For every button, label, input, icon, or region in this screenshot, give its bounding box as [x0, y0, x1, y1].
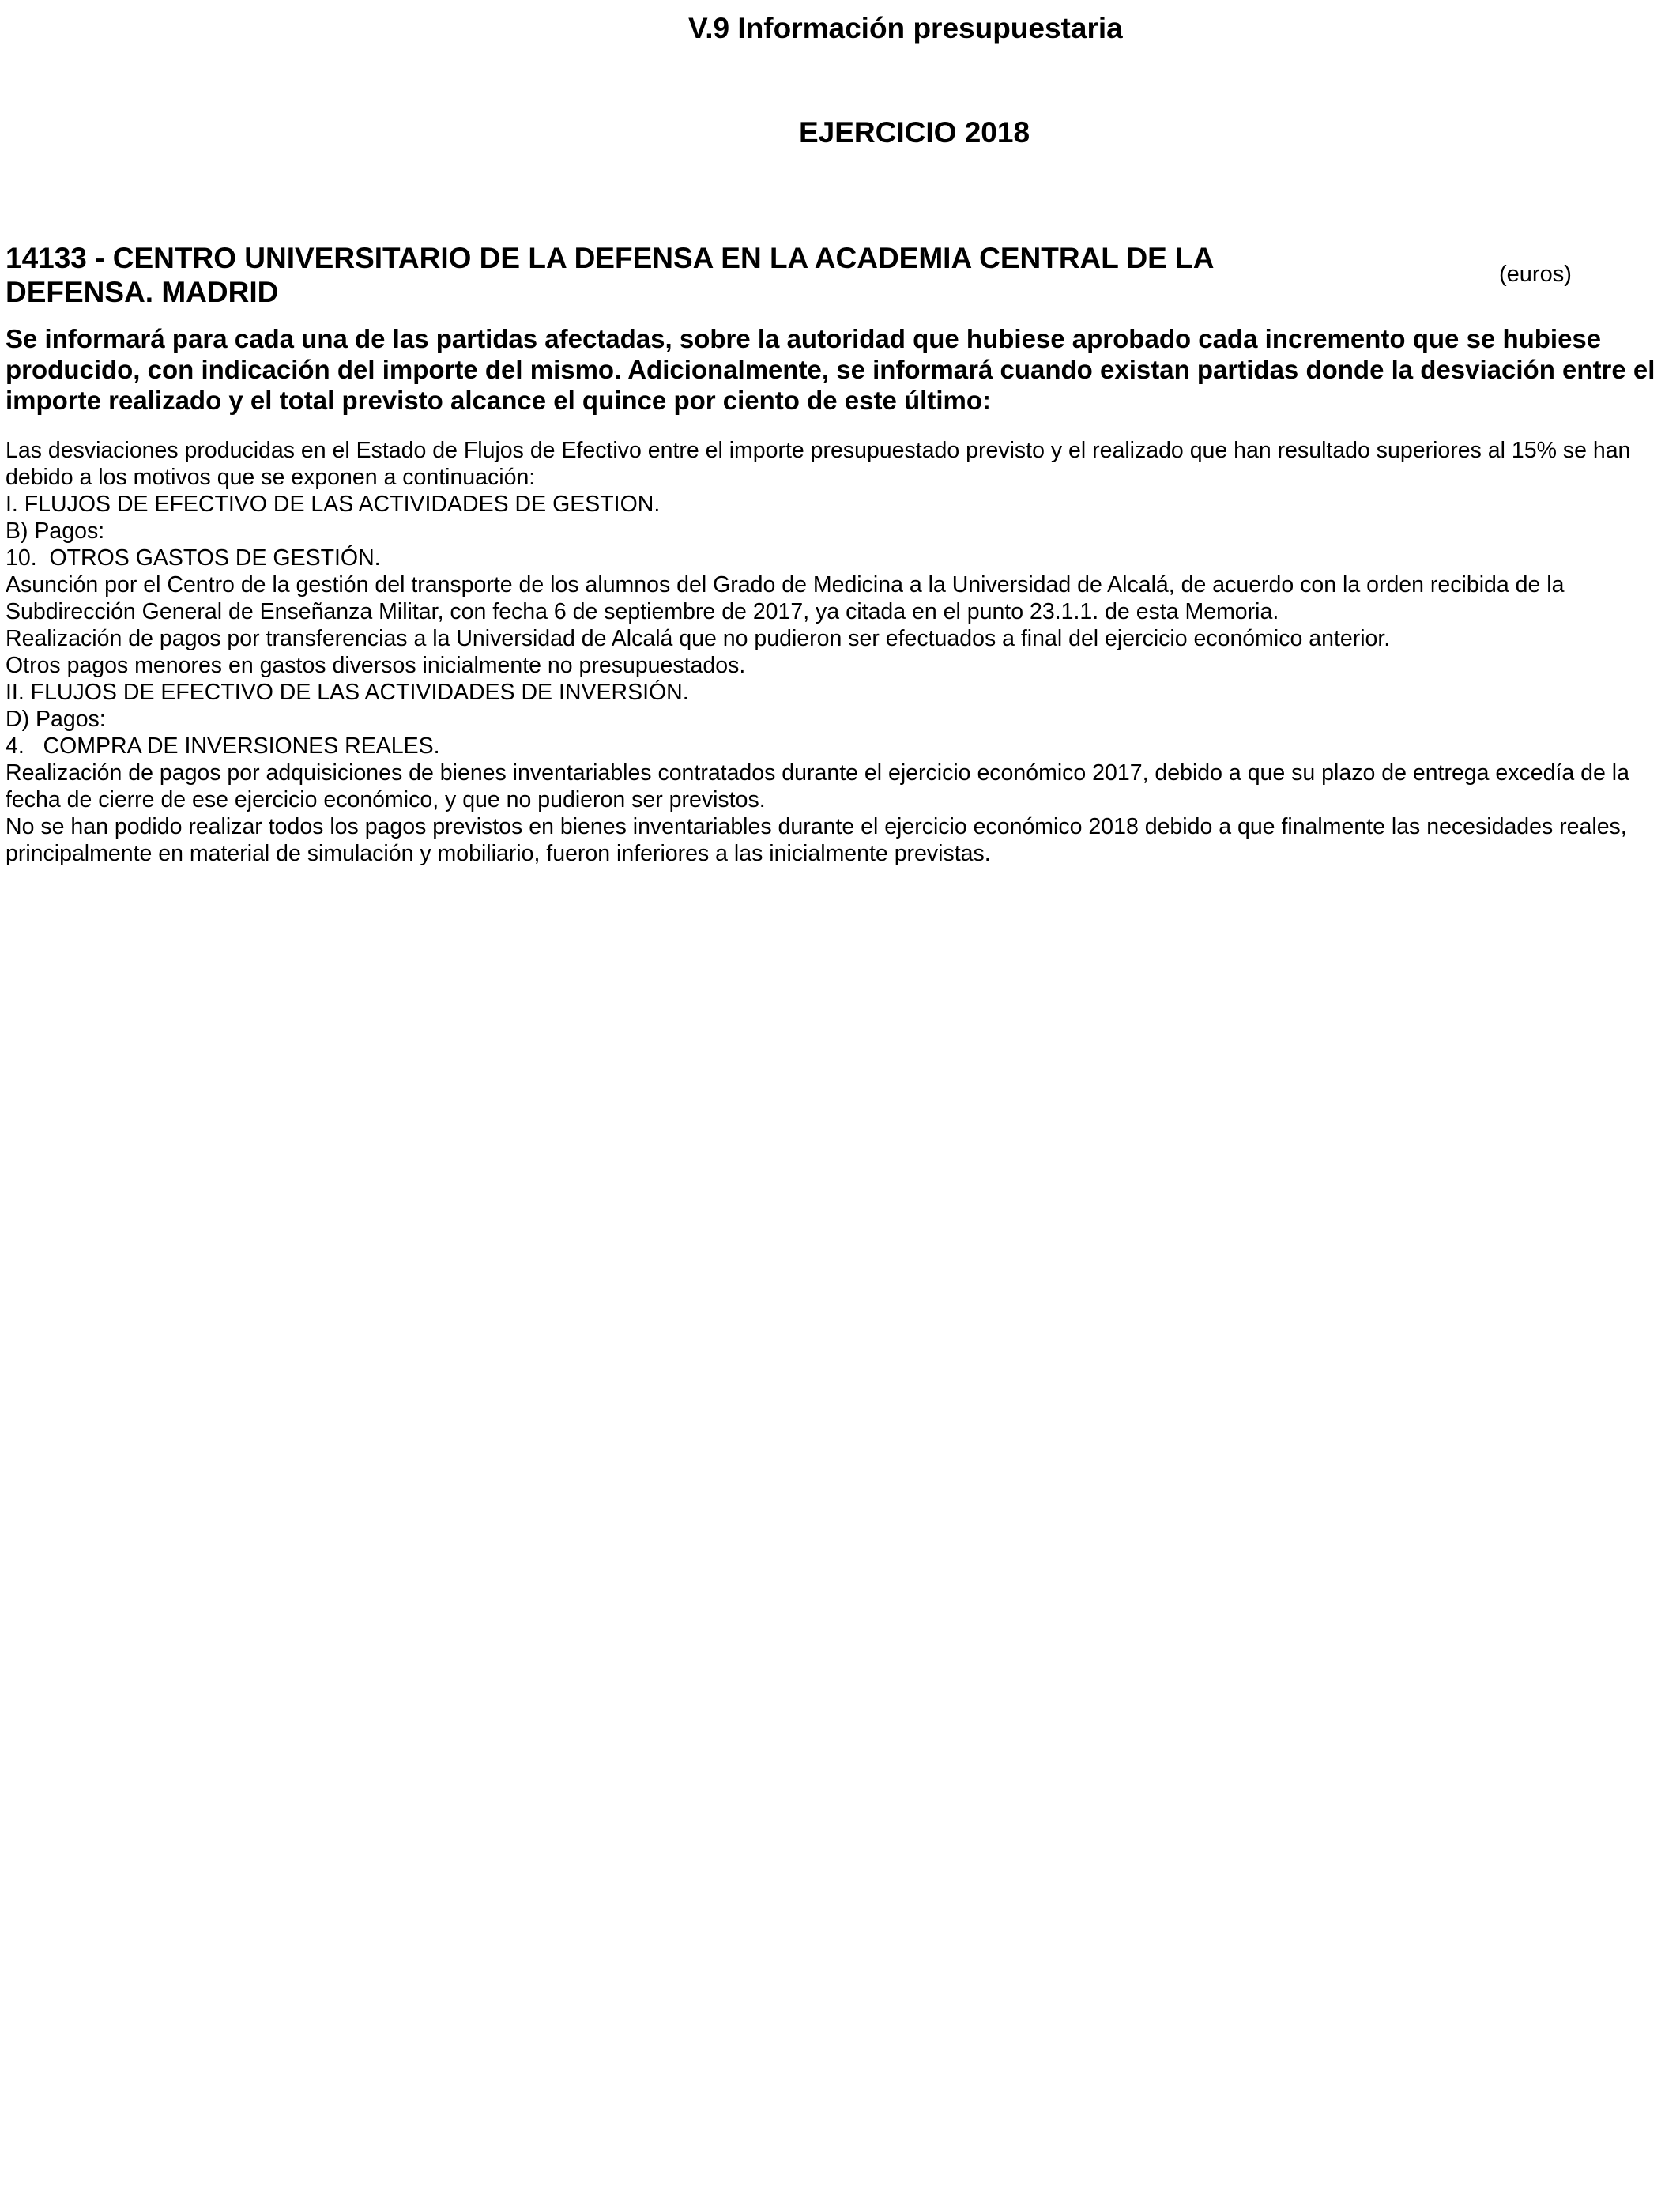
body-line: Realización de pagos por transferencias a la Universidad de Alcalá que no pudieron ser efectuados a final del ejercicio económico anterior. — [6, 626, 1391, 651]
body-line: 4. COMPRA DE INVERSIONES REALES. — [6, 733, 440, 759]
body-line: II. FLUJOS DE EFECTIVO DE LAS ACTIVIDADES DE INVERSIÓN. — [6, 680, 689, 705]
instruction-paragraph: Se informará para cada una de las partidas afectadas, sobre la autoridad que hubiese aprobado cada incremento que se hubiese producido, con indicación del importe del mismo. Adicionalmente, se informará cuando existan partidas donde la desviación entre el importe realizado y el total previsto alcance el quince por ciento de este último: — [6, 324, 1656, 415]
body-line: Asunción por el Centro de la gestión del transporte de los alumnos del Grado de Medicina a la Universidad de Alcalá, de acuerdo con la orden recibida de la Subdirección General de Enseñanza Militar, con fecha 6 de septiembre de 2017, ya citada en el punto 23.1.1. de esta Memoria. — [6, 572, 1571, 624]
body-line: Realización de pagos por adquisiciones de bienes inventariables contratados durante el ejercicio económico 2017, debido a que su plazo de entrega excedía de la fecha de cierre de ese ejercicio económico, y que no pudieron ser previstos. — [6, 760, 1636, 812]
units-label: (euros) — [1499, 262, 1572, 287]
exercise-heading: EJERCICIO 2018 — [799, 116, 1030, 149]
body-line: 10. OTROS GASTOS DE GESTIÓN. — [6, 545, 381, 571]
body-text — [6, 437, 1674, 867]
body-line: B) Pagos: — [6, 518, 105, 544]
body-line: Otros pagos menores en gastos diversos inicialmente no presupuestados. — [6, 653, 746, 678]
body-line: Las desviaciones producidas en el Estado de Flujos de Efectivo entre el importe presupuestado previsto y el realizado que han resultado superiores al 15% se han debido a los motivos que se exponen a continuación: — [6, 438, 1637, 490]
body-line: I. FLUJOS DE EFECTIVO DE LAS ACTIVIDADES DE GESTION. — [6, 492, 661, 517]
body-line: No se han podido realizar todos los pagos previstos en bienes inventariables durante el ejercicio económico 2018 debido a que finalmente las necesidades reales, principalmente en material de simulación y mobiliario, fueron inferiores a las inicialmente previstas. — [6, 814, 1633, 866]
entity-title: 14133 - CENTRO UNIVERSITARIO DE LA DEFENSA EN LA ACADEMIA CENTRAL DE LA DEFENSA. MADRID — [6, 242, 1214, 308]
section-title: V.9 Información presupuestaria — [688, 12, 1123, 44]
body-line: D) Pagos: — [6, 707, 106, 732]
